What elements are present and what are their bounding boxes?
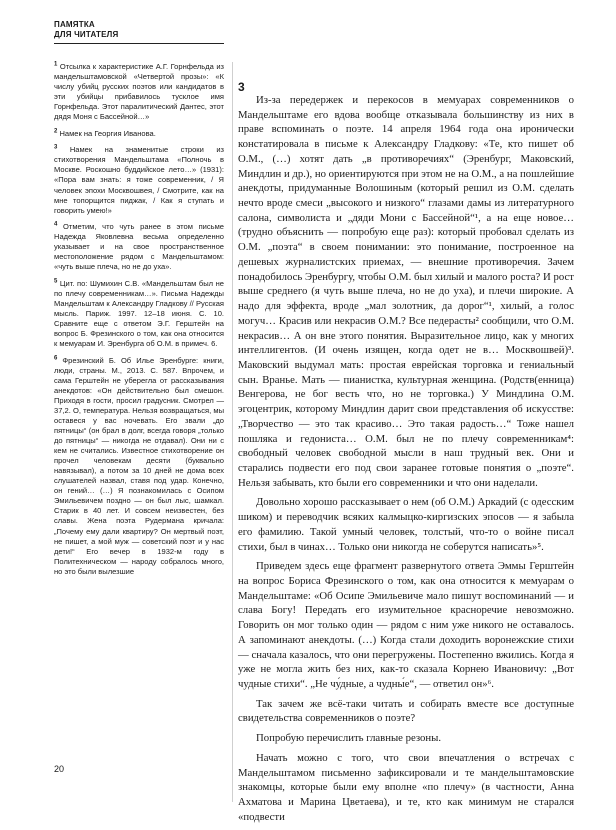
- footnote-text: Намек на Георгия Иванова.: [59, 128, 156, 138]
- footnote-number: 4: [54, 221, 58, 228]
- footnote: [54, 129, 224, 139]
- footnote-text: Отметим, что чуть ранее в этом письме Надежда Яковлевна весьма определенно указывает и на свое пространственное местоположение рядом с Мандельштамом: «чуть выше плеча, но не до уха».: [54, 222, 224, 272]
- footnotes-column: [54, 62, 224, 583]
- footnote: [54, 145, 224, 215]
- header-line-1: ПАМЯТКА: [54, 20, 95, 29]
- body-paragraph: Приведем здесь еще фрагмент развернутого ответа Эммы Герштейн на вопрос Бориса Фрезинского о том, как она относится к мемуарам о Мандельштаме: «Об Осипе Эмильевиче мало пишут воспоминаний — и слава Богу! Передать его изумительное красноречие невозможно. Говорить он мог только один — рядом с ним уже никого не оставалось. А запоминают анекдоты. (…) Когда стали доходить воронежские стихи — сначала казалось, что они перегружены. Постепенно вжились. Когда я уже не могла жить без них, как-то сказала Корнею Ивановичу: „Вот чудные стихи“. „Не чу́дные, а чудны́е“, — ответил он»⁶.: [238, 560, 574, 691]
- footnote-text: Отсылка к характеристике А.Г. Горнфельда из мандельштамовской «Четвертой прозы»: «К числу убийц русских поэтов или кандидатов в эти убийцы прибавилось тусклое имя Горнфельда. Этот паралитический Дантес, этот дядя Моня с Бассейной…»: [54, 62, 224, 122]
- footnote-number: 6: [54, 355, 58, 362]
- body-paragraph: Из-за передержек и перекосов в мемуарах современников о Мандельштаме его вдова вообще отказывала большинству из них в праве вспоминать о поэте. 14 апреля 1964 года она иронически констатировала в письме к Александру Гладкову: «Те, кто пишет об О.М., (…) хотят дать „в противоречиях“ (Эренбург, Маковский, Миндлин и др.), но ориентируются при этом не на О.М., а на пошлейшие анекдоты, придуманные Волошиным (который решил из О.М. сделать нечто вроде смеси „высокого и низкого“ глазами дамы из литературного салона, символиста и „дяди Мони с Бассейной“¹, а на еще новое… (трудно объяснить — попробую еще раз): который пробовал сделать из О.М. „поэта“ в своем понимании: это понимание, построенное на дешевых журналистских приемах, — внешние противоречия. Зачем понадобилось Эренбургу, чтобы О.М. был хилый и малого роста? И рост выше среднего (я чуть выше плеча, но не до уха), и плечи широкие. А надо для эффекта, вроде „мал золотник, да дорог“¹, хилый, а голос могуч… Красив или некрасив О.М.? Все педерасты² сообщили, что О.М. некрасив… А он вне этого понятия. Выразительное лицо, как у многих интеллигентов. (И очень изящен, когда одет не в… Москвошвей)³. Маковский выдумал мать: простая еврейская торговка и гениальный сын. Вранье. Мать — пианистка, культурная женщина. (Родств(енница) Венгерова, не бог весть что, но не торговка.) У Миндлина О.М. эгоцентрик, которому Миндлин дарит свои представления об искусстве: „Творчество — это так красиво… Это такая радость…“ Тоже нашел пошляка и гедониста… О.М. был не по плечу современникам⁴: свободный человек свободной мысли в наш трудный век. Они и старались подвести его под свои заранее готовые понятия о „поэте“. Нельзя забывать, кто были его современники и что они наделали.: [238, 94, 574, 489]
- header-rule: [54, 43, 224, 44]
- body-paragraph: Попробую перечислить главные резоны.: [256, 732, 442, 745]
- footnote: [54, 279, 224, 349]
- main-text-column: [238, 93, 574, 830]
- section-number: 3: [238, 80, 245, 94]
- footnote: [54, 62, 224, 122]
- footnote: [54, 222, 224, 272]
- footnote-number: 3: [54, 144, 58, 151]
- footnote-number: 1: [54, 61, 58, 68]
- body-paragraph: Начать можно с того, что свои впечатления о встречах с Мандельштамом письменно зафиксировали и те мандельштамовские знакомцы, которые были ему вполне «по плечу» (в частности, Анна Ахматова и Марина Цветаева), и те, кто как минимум не старался «подвести: [238, 751, 574, 823]
- footnote-number: 5: [54, 278, 58, 285]
- footnote-text: Намек на знаменитые строки из стихотворения Мандельштама «Полночь в Москве. Роскошно буддийское лето…» (1931): «Пора вам знать: я тоже современник, / Я человек эпохи Москвошвея, / Смотрите, как на мне топорщится пиджак, / Как я ступать и говорить умею!»: [54, 145, 224, 215]
- body-paragraph: Так зачем же всё-таки читать и собирать вместе все доступные свидетельства современников о поэте?: [238, 697, 574, 725]
- body-paragraph: Довольно хорошо рассказывает о нем (об О.М.) Аркадий (с одесским шиком) и переводчик всяких калмыцко-киргизских эпосов — я забыла его фамилию. Такой умный человек, толстый, что-то о войне писал стихи, был в чинах… Только они никогда не соберутся написать»⁵.: [238, 496, 574, 553]
- footnote: [54, 356, 224, 577]
- footnote-text: Фрезинский Б. Об Илье Эренбурге: книги, люди, страны. М., 2013. С. 587. Впрочем, и сама Герштейн не уберегла от рассказывания анекдотов: «Он действительно был смешон. Приходя в гости, просил градусник. Смотрел — 37,2. О, температура. Нельзя возвращаться, мы оставеся у вас ночевать. Его звали „до пятницы“ (он брал в долг, всегда говоря „только до пятницы“ — никогда не отдавал). Они ни с кем не считались. Известное стихотворение он прочел человекам десяти (буквально навязывал), а потом за 10 дней не дома всех слушателей назвал, ставя под удар. Конечно, он гений… (…) Я познакомилась с Осипом Эмильевичем поздно — он был лыс, шамкал. Старик в 40 лет. И совсем неизвестен, без славы. Жена поэта Рудермана кричала: „Почему ему дали квартиру? Он мертвый поэт, не пишет, а мой муж — советский поэт и у нас дети!“ Его вечер в 1932-м году в Политехническом — народу собралось много, но это были вылезшие: [54, 355, 224, 576]
- page-number: 20: [54, 764, 65, 774]
- footnote-text: Цит. по: Шумихин С.В. «Мандельштам был не по плечу современникам…». Письма Надежды Мандельштам к Александру Гладкову // Русская мысль. Париж. 1997. 12–18 июня. С. 10. Сравните еще с ответом Э.Г. Герштейн на вопрос Б. Фрезинского о том, как она относится к мемуарам И. Эренбурга об О.М. в примеч. 6.: [54, 278, 224, 349]
- running-header: [54, 20, 204, 39]
- header-line-2: ДЛЯ ЧИТАТЕЛЯ: [54, 29, 119, 39]
- footnote-number: 2: [54, 128, 58, 135]
- column-divider: [232, 62, 233, 802]
